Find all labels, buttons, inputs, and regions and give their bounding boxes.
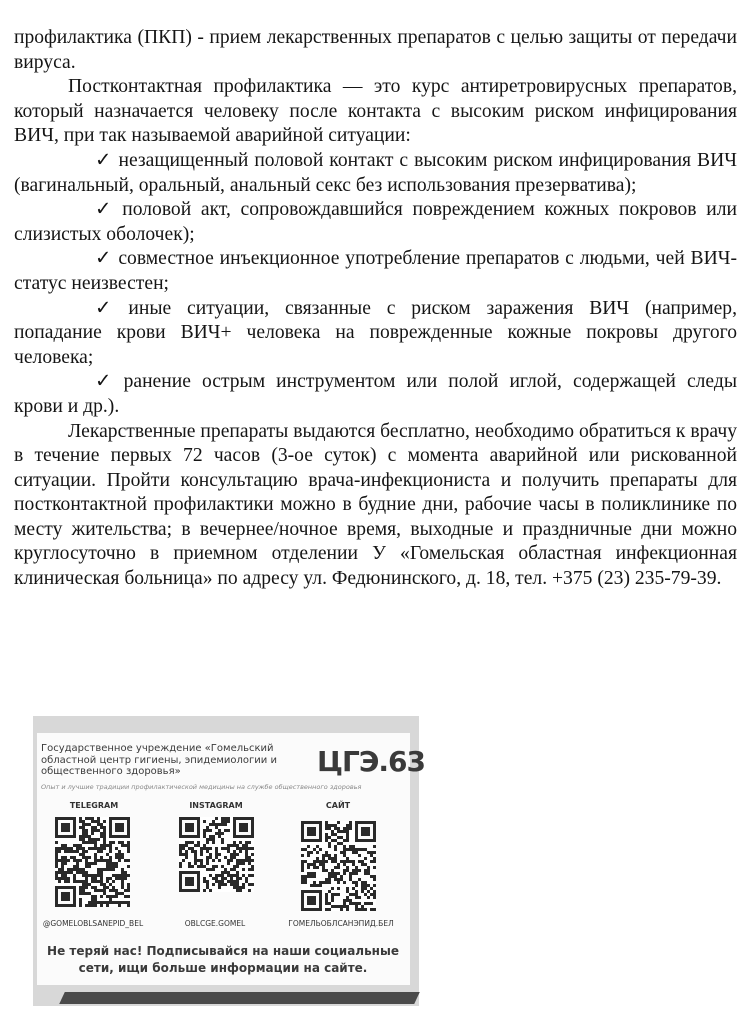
list-item: ✓ совместное инъекционное употребление препаратов с людьми, чей ВИЧ-статус неизвестен; — [14, 248, 737, 294]
social-media-card — [37, 733, 425, 985]
subscribe-slogan: Не теряй нас! Подписывайся на наши социальные сети, ищи больше информации на сайте. — [47, 944, 399, 975]
paragraph-definition: Постконтактная профилактика — это курс антиретровирусных препаратов, который назначается человеку после контакта с высоким риском инфицирования ВИЧ, при так называемой аварийной ситуации: — [14, 76, 737, 147]
telegram-qr-icon[interactable] — [55, 817, 130, 907]
document-body — [14, 26, 737, 592]
motto: Опыт и лучшие традиции профилактической медицины на службе общественного здоровья — [41, 783, 362, 791]
checkmark-icon: ✓ — [95, 248, 113, 270]
paragraph-intro: профилактика (ПКП) - прием лекарственных препаратов с целью защиты от передачи вируса. — [14, 27, 737, 73]
checkmark-icon: ✓ — [95, 297, 123, 319]
telegram-handle: @GOMELOBLSANEPID_BEL — [42, 919, 144, 928]
card-shadow — [59, 992, 420, 1004]
paragraph-closing: Лекарственные препараты выдаются бесплатно, необходимо обратиться к врачу в течение первых 72 часов (3-ое суток) с момента аварийной или рискованной ситуации. Пройти консультацию врача-инфекциониста и получить препараты для постконтактной профилактики можно в будние дни, рабочие часы в поликлинике по месту жительства; в вечернее/ночное время, выходные и праздничные дни можно круглосуточно в приемном отделении У «Гомельская областная инфекционная клиническая больница» по адресу ул. Федюнинского, д. 18, тел. +375 (23) 235-79-39. — [14, 420, 737, 590]
website-handle: ГОМЕЛЬОБЛСАНЭПИД.БЕЛ — [288, 919, 394, 928]
instagram-handle: OBLCGE.GOMEL — [184, 919, 246, 928]
website-label: САЙТ — [325, 801, 351, 810]
telegram-label: TELEGRAM — [69, 801, 119, 810]
instagram-label: INSTAGRAM — [189, 801, 243, 810]
instagram-qr-icon[interactable] — [179, 817, 254, 892]
checkmark-icon: ✓ — [95, 371, 118, 393]
checkmark-icon: ✓ — [95, 149, 113, 171]
list-item: ✓ ранение острым инструментом или полой иглой, содержащей следы крови и др.). — [14, 371, 737, 417]
list-item: ✓ иные ситуации, связанные с риском заражения ВИЧ (например, попадание крови ВИЧ+ человека на поврежденные кожные покровы другого человека; — [14, 297, 737, 368]
checkmark-icon: ✓ — [95, 199, 117, 221]
list-item: ✓ незащищенный половой контакт с высоким риском инфицирования ВИЧ (вагинальный, оральный, анальный секс без использования презерватива); — [14, 149, 737, 196]
website-qr-icon[interactable] — [301, 821, 376, 911]
organization-logo: ЦГЭ.63 — [317, 745, 425, 778]
list-item: ✓ половой акт, сопровождавшийся повреждением кожных покровов или слизистых оболочек); — [14, 199, 737, 245]
organization-name: Государственное учреждение «Гомельский областной центр гигиены, эпидемиологии и общественного здоровья» — [41, 743, 277, 777]
